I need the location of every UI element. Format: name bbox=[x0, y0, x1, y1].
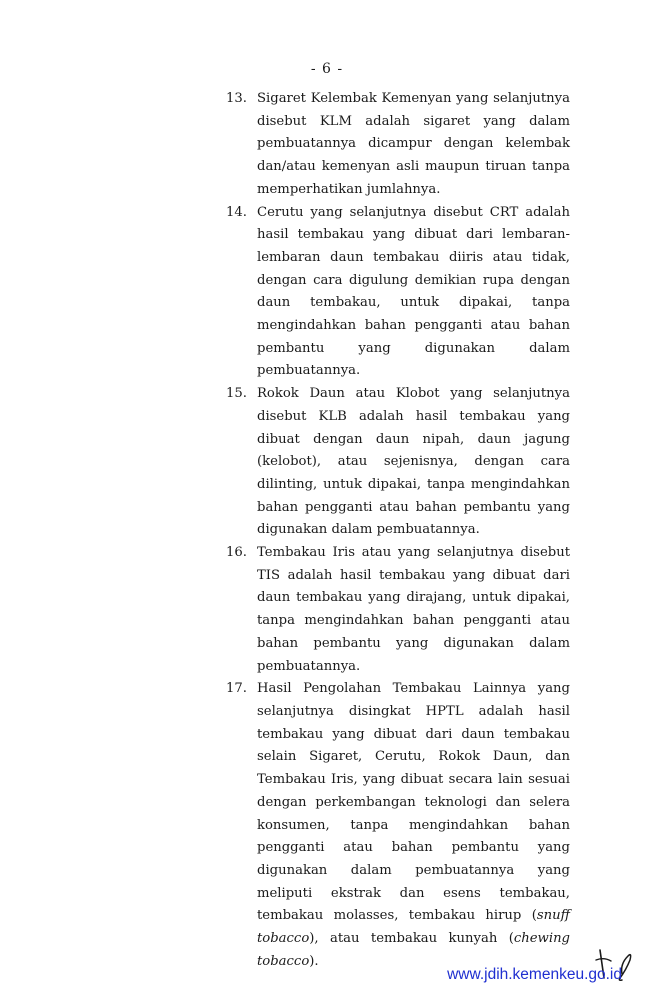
item-text: Sigaret Kelembak Kemenyan yang selanjutnya disebut KLM adalah sigaret yang dalam pembuatannya dicampur dengan kelembak dan/atau kemenyan asli maupun tiruan tanpa memperhatikan jumlahnya. bbox=[257, 91, 570, 197]
list-item bbox=[226, 678, 570, 973]
item-text-main: Hasil Pengolahan Tembakau Lainnya yang selanjutnya disingkat HPTL adalah hasil tembakau yang dibuat dari daun tembakau selain Sigaret, Cerutu, Rokok Daun, dan Tembakau Iris, yang dibuat secara lain sesuai dengan perkembangan teknologi dan selera konsumen, tanpa mengindahkan bahan pengganti atau bahan pembantu yang digunakan dalam pembuatannya yang meliputi ekstrak dan esens tembakau, tembakau molasses, tembakau hirup ( bbox=[257, 681, 570, 924]
term-chewing-tobacco: chewing tobacco bbox=[257, 931, 570, 969]
item-number: 15. bbox=[226, 386, 247, 402]
list-item bbox=[226, 88, 570, 202]
footer-url-link[interactable]: www.jdih.kemenkeu.go.id bbox=[447, 966, 622, 983]
item-text-mid: ), atau tembakau kunyah ( bbox=[309, 931, 514, 947]
item-number: 17. bbox=[226, 681, 247, 697]
page-number: - 6 - bbox=[310, 61, 344, 77]
list-item bbox=[226, 542, 570, 678]
term-snuff-tobacco: snuff tobacco bbox=[257, 908, 570, 947]
list-item bbox=[226, 202, 570, 384]
definitions-list bbox=[226, 88, 570, 973]
list-item bbox=[226, 383, 570, 542]
item-text bbox=[257, 678, 570, 973]
item-number: 16. bbox=[226, 545, 247, 561]
item-number: 14. bbox=[226, 204, 247, 220]
item-text: Rokok Daun atau Klobot yang selanjutnya disebut KLB adalah hasil tembakau yang dibuat dengan daun nipah, daun jagung (kelobot), atau sejenisnya, dengan cara dilinting, untuk dipakai, tanpa mengindahkan bahan pengganti atau bahan pembantu yang digunakan dalam pembuatannya. bbox=[257, 386, 570, 538]
item-number: 13. bbox=[226, 91, 247, 106]
item-text-end: ). bbox=[309, 953, 319, 969]
item-text: Cerutu yang selanjutnya disebut CRT adalah hasil tembakau yang dibuat dari lembaran-lembaran daun tembakau diiris atau tidak, dengan cara digulung demikian rupa dengan daun tembakau, untuk dipakai, tanpa mengindahkan bahan pengganti atau bahan pembantu yang digunakan dalam pembuatannya. bbox=[257, 204, 570, 379]
item-text: Tembakau Iris atau yang selanjutnya disebut TIS adalah hasil tembakau yang dibuat dari daun tembakau yang dirajang, untuk dipakai, tanpa mengindahkan bahan pengganti atau bahan pembantu yang digunakan dalam pembuatannya. bbox=[257, 545, 570, 674]
